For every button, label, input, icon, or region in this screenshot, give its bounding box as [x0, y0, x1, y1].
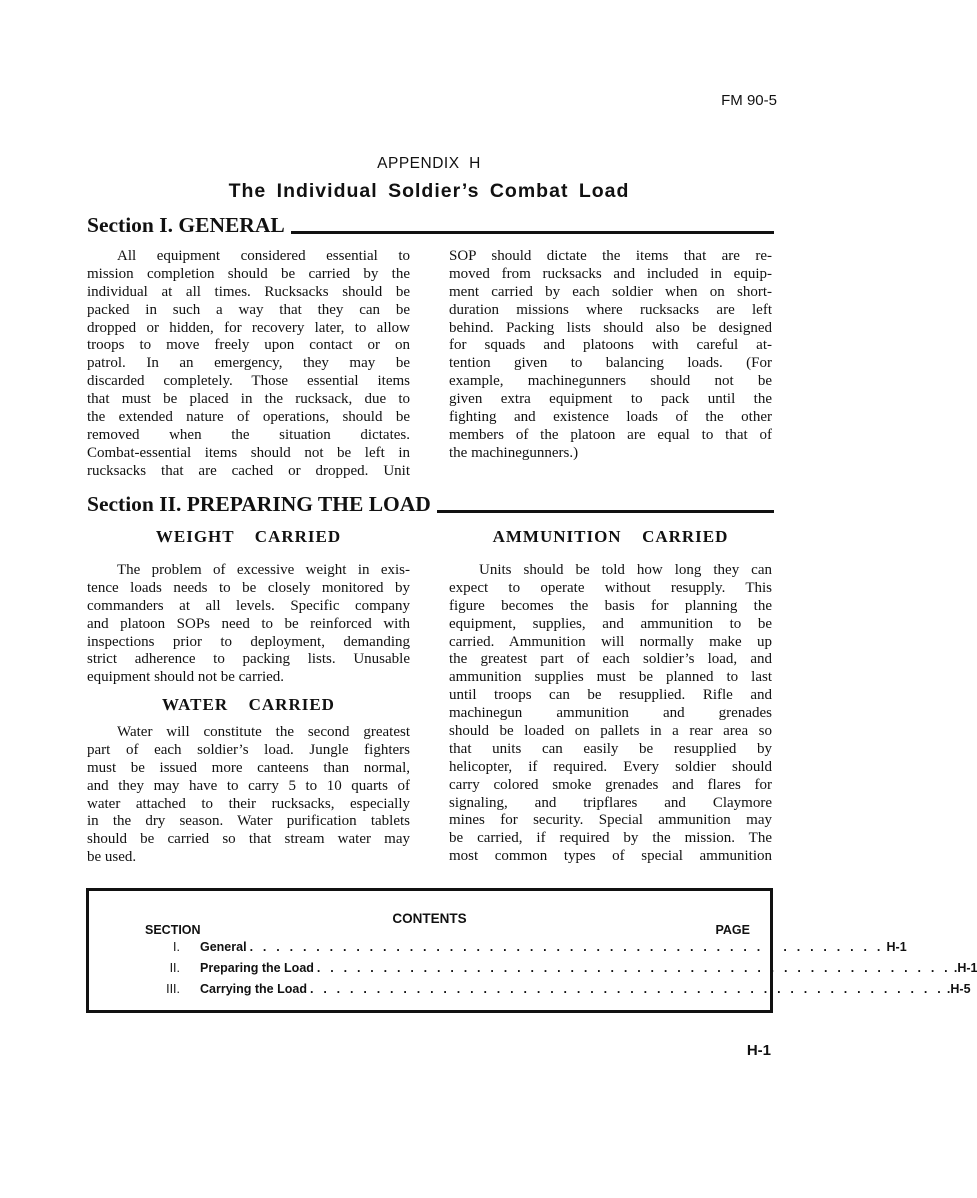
text-line: given extra equipment to pack until the	[449, 391, 772, 408]
text-line: removed when the situation dictates.	[87, 426, 410, 443]
section-1-right-column	[449, 248, 772, 463]
text-line: Water will constitute the second greatest	[117, 724, 410, 740]
text-line: machinegun ammunition and grenades	[449, 705, 772, 722]
contents-title: CONTENTS	[392, 911, 467, 926]
text-line: ment carried by each soldier when on short-	[449, 283, 772, 300]
text-line: dropped or hidden, for recovery later, to allow	[87, 319, 410, 336]
text-line: commanders at all levels. Specific company	[87, 597, 410, 614]
text-line: be carried, if required by the mission. The	[449, 830, 772, 847]
text-line: duration missions where rucksacks are left	[449, 301, 772, 318]
contents-row-title[interactable]: General	[200, 940, 247, 954]
dot-leader: . . . . . . . . . . . . . . . . . . . . . . . . . . . . . . . . . . . . . . . . . . . . . . . .	[316, 961, 951, 975]
text-line: moved from rucksacks and included in equip-	[449, 265, 772, 282]
text-line: most common types of special ammunition	[449, 848, 772, 865]
text-line: example, machinegunners should not be	[449, 373, 772, 390]
text-line: The problem of excessive weight in exis-	[117, 562, 410, 578]
dot-leader: . . . . . . . . . . . . . . . . . . . . . . . . . . . . . . . . . . . . . . . . . . . . . . . .	[249, 940, 884, 954]
section-column-label: SECTION	[145, 923, 201, 937]
text-line: part of each soldier’s load. Jungle fighters	[87, 741, 410, 758]
text-line: and they may have to carry 5 to 10 quarts of	[87, 777, 410, 794]
text-line: be used.	[87, 849, 137, 866]
text-line: mission completion should be carried by the	[87, 265, 410, 282]
dot-leader: . . . . . . . . . . . . . . . . . . . . . . . . . . . . . . . . . . . . . . . . . . . . . . . .	[309, 982, 944, 996]
contents-row-page: H-1	[886, 940, 907, 954]
text-line: should be loaded on pallets in a rear area so	[449, 723, 772, 740]
text-line: helicopter, if required. Every soldier should	[449, 758, 772, 775]
text-line: the machinegunners.)	[449, 444, 579, 461]
text-line: behind. Packing lists should also be designed	[449, 319, 772, 336]
contents-row[interactable]	[89, 982, 971, 998]
contents-row-number: II.	[169, 961, 180, 975]
contents-row-number: III.	[166, 982, 180, 996]
appendix-label: APPENDIX H	[377, 155, 481, 172]
text-line: carry colored smoke grenades and flares for	[449, 776, 772, 793]
section-2-title: Section II. PREPARING THE LOAD	[87, 492, 431, 516]
water-carried-text	[87, 724, 410, 867]
contents-row-title[interactable]: Preparing the Load	[200, 961, 314, 975]
document-id: FM 90-5	[721, 92, 777, 109]
text-line: the extended nature of operations, should be	[87, 409, 410, 426]
contents-row-number: I.	[173, 940, 180, 954]
text-line: until troops can be resupplied. Rifle and	[449, 687, 772, 704]
text-line: Combat-essential items should not be left in	[87, 444, 410, 461]
text-line: troops to move freely upon contact or on	[87, 337, 410, 354]
text-line: strict adherence to packing lists. Unusable	[87, 651, 410, 668]
ammunition-carried-text	[449, 562, 772, 866]
contents-row-page: .H-1	[953, 961, 977, 975]
text-line: equipment should not be carried.	[87, 669, 285, 686]
contents-row-title[interactable]: Carrying the Load	[200, 982, 307, 996]
text-line: members of the platoon are equal to that of	[449, 426, 772, 443]
text-line: tention given to balancing loads. (For	[449, 355, 772, 372]
heading-rule	[291, 231, 774, 234]
contents-box	[86, 888, 977, 1013]
text-line: inspections prior to deployment, demanding	[87, 633, 410, 650]
page-number: H-1	[746, 1042, 771, 1059]
section-1-title: Section I. GENERAL	[87, 213, 285, 237]
text-line: expect to operate without resupply. This	[449, 579, 772, 596]
heading-rule	[437, 510, 774, 513]
contents-row[interactable]	[89, 940, 907, 956]
text-line: and platoon SOPs need to be reinforced with	[87, 615, 410, 632]
page-title: The Individual Soldier’s Combat Load	[228, 180, 630, 202]
page-column-label: PAGE	[715, 923, 750, 937]
contents-row-page: .H-5	[946, 982, 971, 996]
weight-carried-text	[87, 562, 410, 687]
text-line: fighting and existence loads of the other	[449, 409, 772, 426]
section-1-left-column	[87, 248, 410, 481]
text-line: in the dry season. Water purification tablets	[87, 813, 410, 830]
text-line: water attached to their rucksacks, especially	[87, 795, 410, 812]
text-line: must be issued more canteens than normal,	[87, 759, 410, 776]
text-line: packed in such a way that they can be	[87, 301, 410, 318]
text-line: for squads and platoons with careful at-	[449, 337, 772, 354]
text-line: All equipment considered essential to	[117, 248, 410, 264]
contents-row[interactable]	[89, 961, 977, 977]
text-line: equipment, supplies, and ammunition to be	[449, 615, 772, 632]
ammunition-carried-heading: AMMUNITION CARRIED	[492, 527, 729, 546]
water-carried-heading: WATER CARRIED	[162, 695, 335, 714]
text-line: tence loads needs to be closely monitored by	[87, 579, 410, 596]
text-line: individual at all times. Rucksacks should be	[87, 283, 410, 300]
text-line: mines for security. Special ammunition may	[449, 812, 772, 829]
text-line: signaling, and tripflares and Claymore	[449, 794, 772, 811]
text-line: carried. Ammunition will normally make up	[449, 633, 772, 650]
weight-carried-heading: WEIGHT CARRIED	[155, 527, 342, 546]
text-line: should be carried so that stream water may	[87, 831, 410, 848]
section-2-heading	[87, 492, 774, 517]
text-line: that units can easily be resupplied by	[449, 740, 772, 757]
text-line: ammunition supplies must be planned to last	[449, 669, 772, 686]
text-line: rucksacks that are cached or dropped. Unit	[87, 462, 410, 479]
text-line: figure becomes the basis for planning the	[449, 597, 772, 614]
text-line: SOP should dictate the items that are re-	[449, 248, 772, 264]
text-line: discarded completely. Those essential items	[87, 373, 410, 390]
text-line: patrol. In an emergency, they may be	[87, 355, 410, 372]
text-line: that must be placed in the rucksack, due to	[87, 391, 410, 408]
section-1-heading	[87, 213, 774, 238]
text-line: Units should be told how long they can	[479, 562, 772, 578]
text-line: the greatest part of each soldier’s load, and	[449, 651, 772, 668]
